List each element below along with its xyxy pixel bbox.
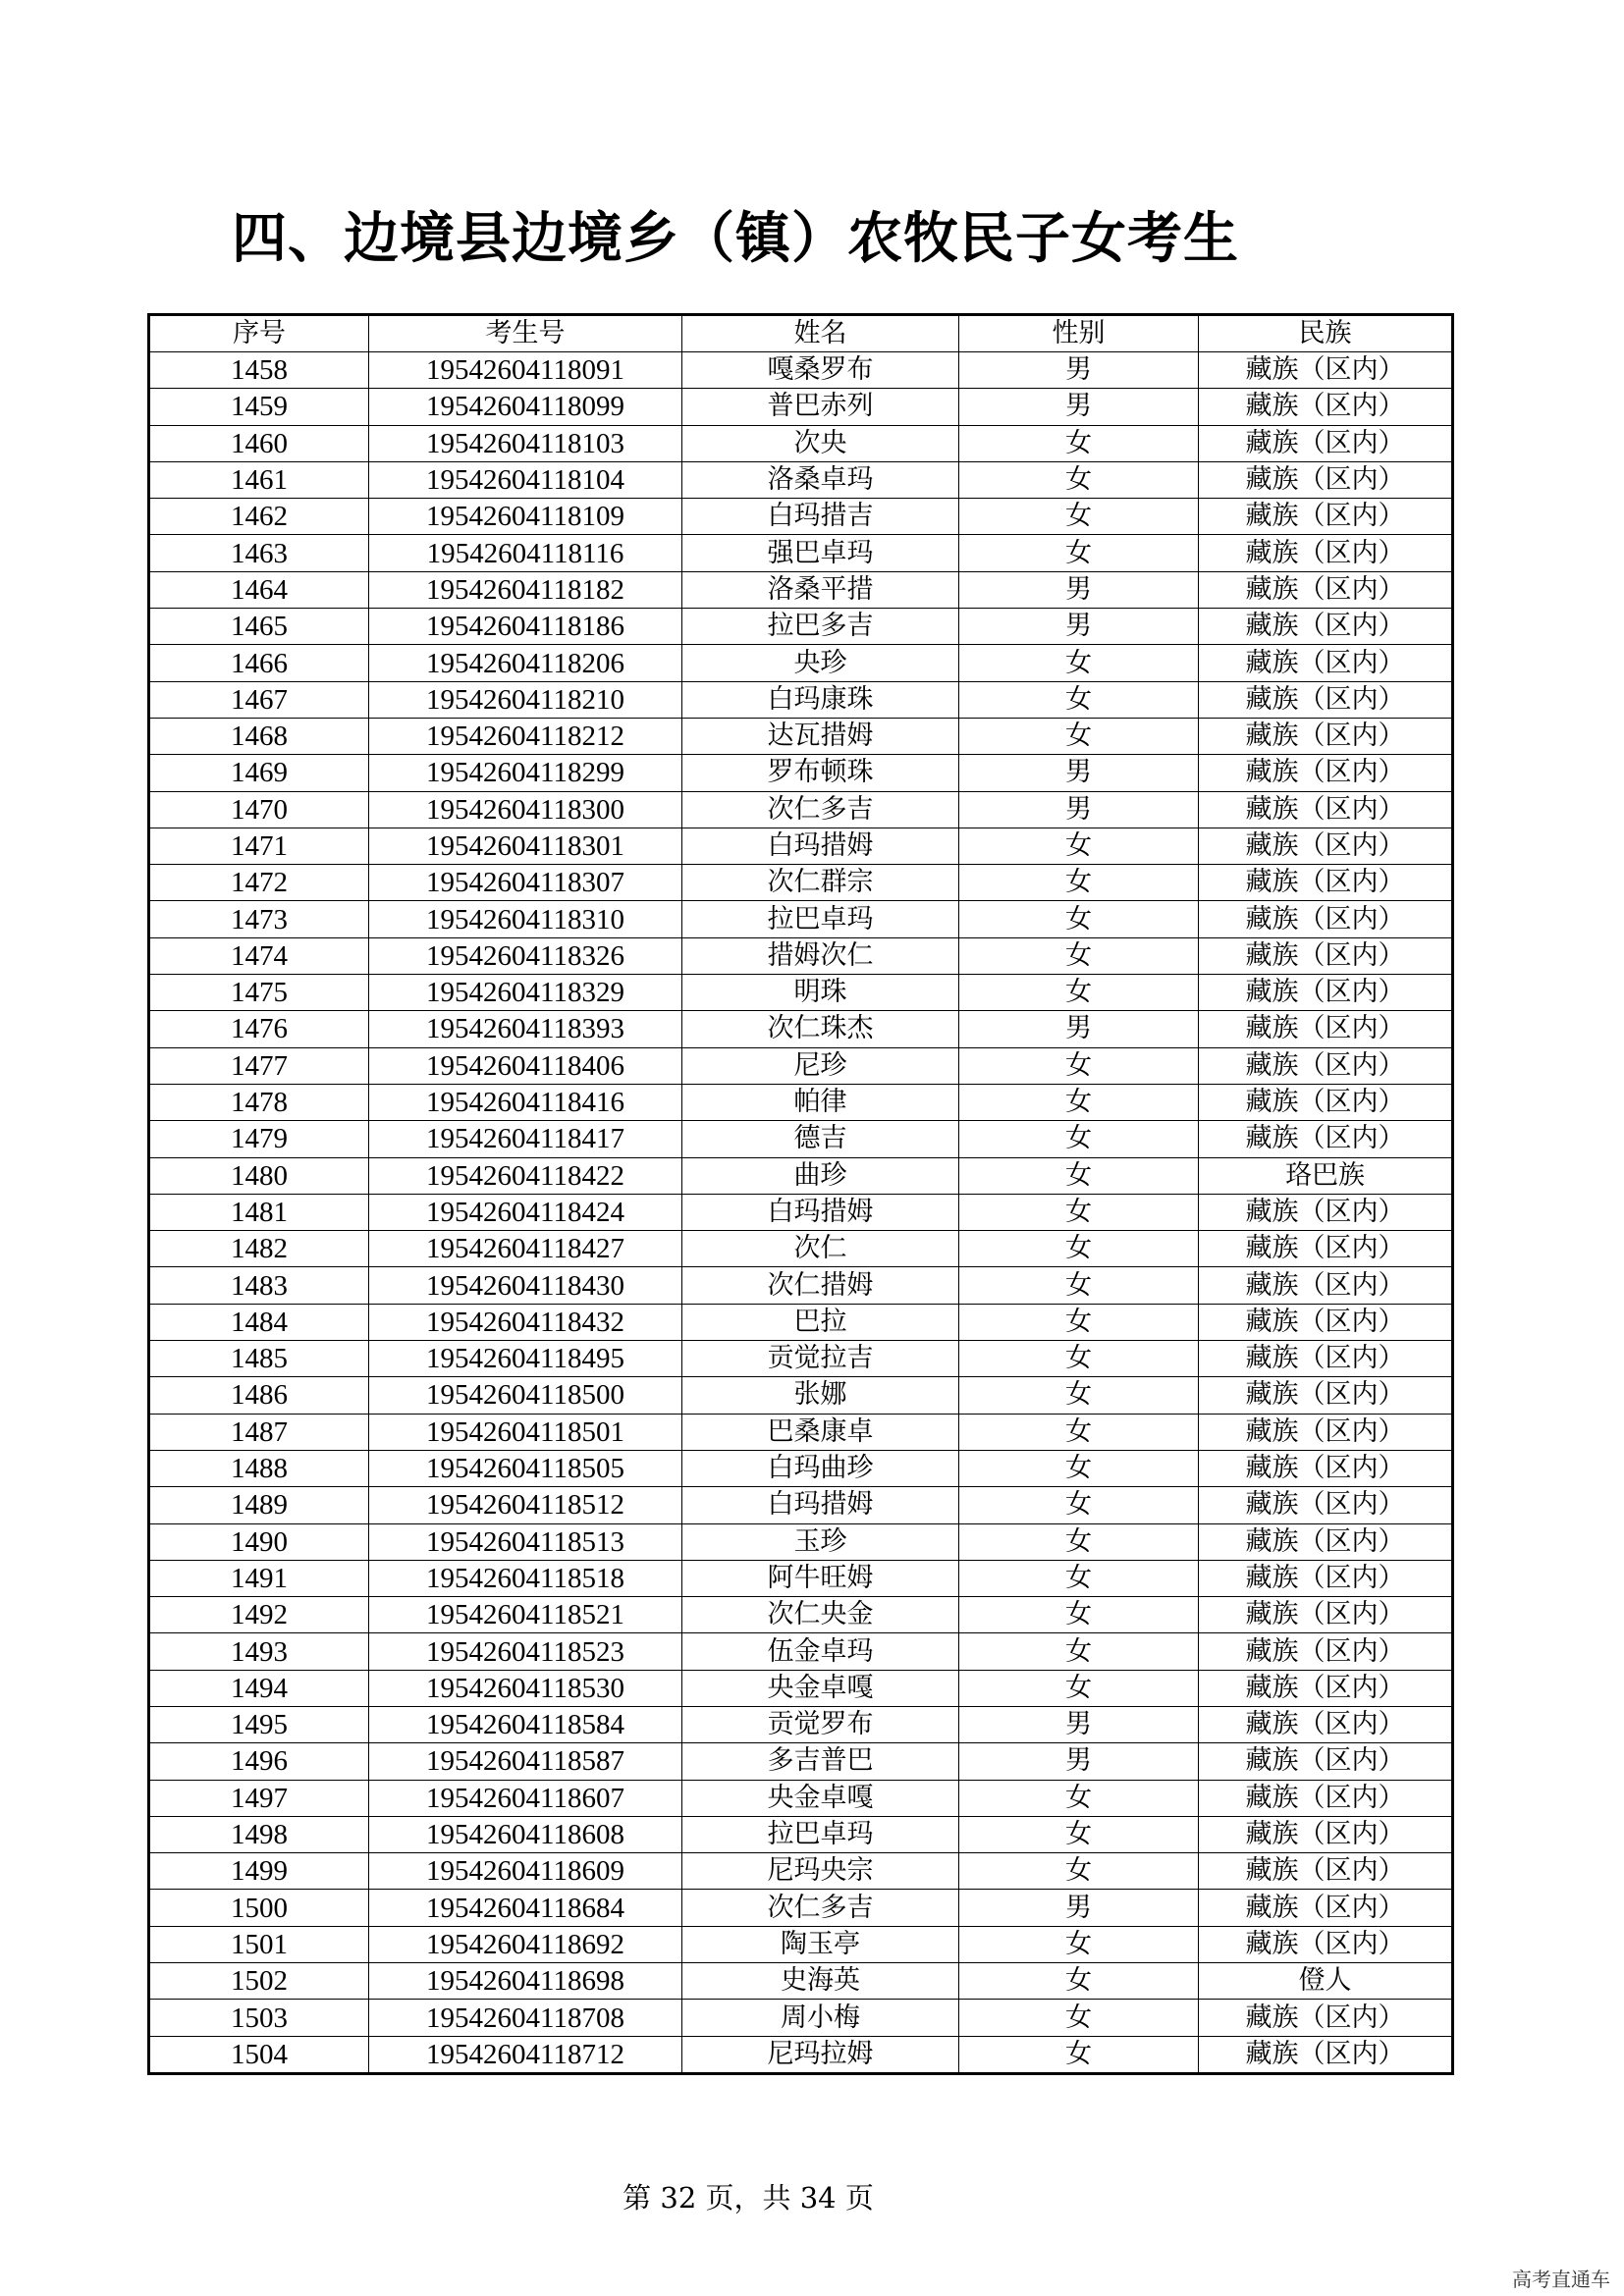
cell-gender: 男 (959, 1890, 1199, 1926)
cell-ethnicity: 藏族（区内） (1199, 1926, 1453, 1962)
cell-seq: 1485 (149, 1341, 369, 1377)
table-row (149, 865, 1453, 901)
cell-ethnicity: 藏族（区内） (1199, 1267, 1453, 1304)
cell-name: 次央 (682, 425, 959, 461)
cell-gender: 女 (959, 1084, 1199, 1120)
cell-exam-number: 19542604118495 (369, 1341, 682, 1377)
cell-exam-number: 19542604118300 (369, 791, 682, 828)
cell-exam-number: 19542604118521 (369, 1597, 682, 1633)
cell-gender: 男 (959, 1743, 1199, 1780)
cell-ethnicity: 藏族（区内） (1199, 1341, 1453, 1377)
cell-exam-number: 19542604118416 (369, 1084, 682, 1120)
cell-seq: 1501 (149, 1926, 369, 1962)
cell-name: 嘎桑罗布 (682, 352, 959, 389)
table-row (149, 1341, 1453, 1377)
cell-gender: 女 (959, 1780, 1199, 1816)
cell-seq: 1497 (149, 1780, 369, 1816)
cell-exam-number: 19542604118206 (369, 645, 682, 681)
cell-seq: 1492 (149, 1597, 369, 1633)
cell-ethnicity: 藏族（区内） (1199, 1450, 1453, 1486)
table-row (149, 499, 1453, 535)
cell-name: 洛桑卓玛 (682, 461, 959, 498)
cell-ethnicity: 藏族（区内） (1199, 2036, 1453, 2073)
table-row (149, 1487, 1453, 1523)
cell-gender: 女 (959, 1963, 1199, 2000)
cell-exam-number: 19542604118393 (369, 1011, 682, 1047)
cell-seq: 1478 (149, 1084, 369, 1120)
cell-gender: 女 (959, 1267, 1199, 1304)
cell-exam-number: 19542604118299 (369, 755, 682, 791)
cell-name: 普巴赤列 (682, 389, 959, 425)
cell-seq: 1487 (149, 1414, 369, 1450)
table-row (149, 1963, 1453, 2000)
table-header (149, 315, 1453, 352)
header-name: 姓名 (682, 315, 959, 352)
cell-exam-number: 19542604118684 (369, 1890, 682, 1926)
cell-name: 曲珍 (682, 1157, 959, 1194)
cell-ethnicity: 藏族（区内） (1199, 1121, 1453, 1157)
cell-seq: 1481 (149, 1194, 369, 1230)
cell-seq: 1465 (149, 609, 369, 645)
table-row (149, 425, 1453, 461)
cell-gender: 男 (959, 1706, 1199, 1742)
cell-exam-number: 19542604118307 (369, 865, 682, 901)
cell-gender: 女 (959, 975, 1199, 1011)
cell-gender: 女 (959, 1926, 1199, 1962)
header-gender: 性别 (959, 315, 1199, 352)
cell-exam-number: 19542604118116 (369, 535, 682, 571)
cell-name: 拉巴卓玛 (682, 901, 959, 937)
cell-seq: 1464 (149, 571, 369, 608)
cell-name: 央金卓嘎 (682, 1670, 959, 1706)
cell-seq: 1469 (149, 755, 369, 791)
cell-ethnicity: 藏族（区内） (1199, 352, 1453, 389)
header-exam-number: 考生号 (369, 315, 682, 352)
cell-seq: 1495 (149, 1706, 369, 1742)
table-row (149, 1633, 1453, 1670)
cell-seq: 1498 (149, 1816, 369, 1852)
cell-gender: 女 (959, 645, 1199, 681)
cell-name: 措姆次仁 (682, 937, 959, 974)
cell-name: 次仁措姆 (682, 1267, 959, 1304)
cell-name: 拉巴卓玛 (682, 1816, 959, 1852)
cell-name: 强巴卓玛 (682, 535, 959, 571)
cell-name: 达瓦措姆 (682, 718, 959, 754)
page-title: 四、边境县边境乡（镇）农牧民子女考生 (232, 207, 1239, 271)
cell-ethnicity: 藏族（区内） (1199, 425, 1453, 461)
cell-gender: 女 (959, 1487, 1199, 1523)
cell-gender: 女 (959, 1670, 1199, 1706)
cell-gender: 女 (959, 937, 1199, 974)
cell-gender: 女 (959, 1633, 1199, 1670)
cell-seq: 1476 (149, 1011, 369, 1047)
cell-seq: 1504 (149, 2036, 369, 2073)
table-row (149, 791, 1453, 828)
cell-ethnicity: 藏族（区内） (1199, 1011, 1453, 1047)
cell-ethnicity: 藏族（区内） (1199, 571, 1453, 608)
cell-gender: 女 (959, 828, 1199, 864)
cell-gender: 女 (959, 1414, 1199, 1450)
cell-exam-number: 19542604118427 (369, 1231, 682, 1267)
cell-ethnicity: 藏族（区内） (1199, 1633, 1453, 1670)
cell-gender: 男 (959, 352, 1199, 389)
cell-ethnicity: 藏族（区内） (1199, 828, 1453, 864)
cell-name: 玉珍 (682, 1523, 959, 1560)
cell-gender: 女 (959, 1194, 1199, 1230)
table-row (149, 1011, 1453, 1047)
cell-seq: 1496 (149, 1743, 369, 1780)
table-row (149, 352, 1453, 389)
cell-exam-number: 19542604118099 (369, 389, 682, 425)
cell-seq: 1458 (149, 352, 369, 389)
table-row (149, 1743, 1453, 1780)
cell-ethnicity: 藏族（区内） (1199, 645, 1453, 681)
cell-gender: 男 (959, 791, 1199, 828)
cell-name: 巴拉 (682, 1304, 959, 1340)
cell-name: 阿牛旺姆 (682, 1560, 959, 1596)
cell-gender: 男 (959, 389, 1199, 425)
header-row (149, 315, 1453, 352)
cell-name: 白玛措姆 (682, 828, 959, 864)
table-row (149, 1926, 1453, 1962)
cell-exam-number: 19542604118513 (369, 1523, 682, 1560)
cell-name: 央金卓嘎 (682, 1780, 959, 1816)
cell-seq: 1483 (149, 1267, 369, 1304)
table-row (149, 1377, 1453, 1414)
cell-seq: 1491 (149, 1560, 369, 1596)
cell-seq: 1489 (149, 1487, 369, 1523)
cell-ethnicity: 藏族（区内） (1199, 1560, 1453, 1596)
cell-ethnicity: 藏族（区内） (1199, 1304, 1453, 1340)
cell-name: 帕律 (682, 1084, 959, 1120)
cell-seq: 1484 (149, 1304, 369, 1340)
table-row (149, 1194, 1453, 1230)
cell-gender: 女 (959, 1816, 1199, 1852)
cell-exam-number: 19542604118708 (369, 2000, 682, 2036)
cell-name: 次仁 (682, 1231, 959, 1267)
cell-exam-number: 19542604118505 (369, 1450, 682, 1486)
cell-ethnicity: 藏族（区内） (1199, 681, 1453, 718)
cell-gender: 女 (959, 535, 1199, 571)
cell-seq: 1466 (149, 645, 369, 681)
cell-exam-number: 19542604118109 (369, 499, 682, 535)
table-row (149, 1121, 1453, 1157)
cell-ethnicity: 藏族（区内） (1199, 1487, 1453, 1523)
table-row (149, 1157, 1453, 1194)
cell-gender: 女 (959, 1157, 1199, 1194)
table-row (149, 1047, 1453, 1084)
cell-name: 白玛康珠 (682, 681, 959, 718)
table-row (149, 1267, 1453, 1304)
table-row (149, 571, 1453, 608)
cell-seq: 1467 (149, 681, 369, 718)
cell-exam-number: 19542604118104 (369, 461, 682, 498)
cell-ethnicity: 藏族（区内） (1199, 461, 1453, 498)
cell-name: 陶玉亭 (682, 1926, 959, 1962)
cell-seq: 1480 (149, 1157, 369, 1194)
cell-name: 尼玛央宗 (682, 1853, 959, 1890)
cell-seq: 1472 (149, 865, 369, 901)
cell-seq: 1488 (149, 1450, 369, 1486)
table-row (149, 755, 1453, 791)
cell-gender: 女 (959, 1597, 1199, 1633)
cell-ethnicity: 藏族（区内） (1199, 609, 1453, 645)
table-row (149, 828, 1453, 864)
cell-seq: 1490 (149, 1523, 369, 1560)
cell-ethnicity: 藏族（区内） (1199, 1743, 1453, 1780)
cell-ethnicity: 藏族（区内） (1199, 718, 1453, 754)
cell-exam-number: 19542604118212 (369, 718, 682, 754)
cell-gender: 女 (959, 865, 1199, 901)
table-row (149, 1304, 1453, 1340)
table-row (149, 2036, 1453, 2073)
cell-seq: 1500 (149, 1890, 369, 1926)
cell-exam-number: 19542604118698 (369, 1963, 682, 2000)
cell-exam-number: 19542604118530 (369, 1670, 682, 1706)
cell-name: 白玛措姆 (682, 1487, 959, 1523)
table-row (149, 1780, 1453, 1816)
table-row (149, 1706, 1453, 1742)
cell-ethnicity: 藏族（区内） (1199, 1231, 1453, 1267)
cell-ethnicity: 珞巴族 (1199, 1157, 1453, 1194)
header-ethnicity: 民族 (1199, 315, 1453, 352)
cell-seq: 1475 (149, 975, 369, 1011)
cell-name: 白玛曲珍 (682, 1450, 959, 1486)
cell-ethnicity: 藏族（区内） (1199, 937, 1453, 974)
cell-ethnicity: 藏族（区内） (1199, 1853, 1453, 1890)
cell-name: 尼玛拉姆 (682, 2036, 959, 2073)
cell-exam-number: 19542604118310 (369, 901, 682, 937)
cell-name: 次仁多吉 (682, 1890, 959, 1926)
cell-name: 明珠 (682, 975, 959, 1011)
cell-exam-number: 19542604118712 (369, 2036, 682, 2073)
cell-seq: 1493 (149, 1633, 369, 1670)
cell-ethnicity: 藏族（区内） (1199, 1194, 1453, 1230)
cell-seq: 1470 (149, 791, 369, 828)
cell-ethnicity: 藏族（区内） (1199, 1523, 1453, 1560)
cell-ethnicity: 藏族（区内） (1199, 1780, 1453, 1816)
cell-exam-number: 19542604118501 (369, 1414, 682, 1450)
cell-name: 洛桑平措 (682, 571, 959, 608)
cell-seq: 1477 (149, 1047, 369, 1084)
cell-name: 史海英 (682, 1963, 959, 2000)
cell-exam-number: 19542604118523 (369, 1633, 682, 1670)
cell-name: 央珍 (682, 645, 959, 681)
table-row (149, 1231, 1453, 1267)
cell-gender: 女 (959, 901, 1199, 937)
table-row (149, 718, 1453, 754)
cell-ethnicity: 藏族（区内） (1199, 1890, 1453, 1926)
table-row (149, 535, 1453, 571)
cell-seq: 1474 (149, 937, 369, 974)
cell-exam-number: 19542604118417 (369, 1121, 682, 1157)
cell-seq: 1462 (149, 499, 369, 535)
table-row (149, 1890, 1453, 1926)
cell-exam-number: 19542604118326 (369, 937, 682, 974)
cell-gender: 女 (959, 2036, 1199, 2073)
cell-ethnicity: 藏族（区内） (1199, 1377, 1453, 1414)
table-row (149, 609, 1453, 645)
table-row (149, 1597, 1453, 1633)
cell-seq: 1482 (149, 1231, 369, 1267)
cell-ethnicity: 藏族（区内） (1199, 1047, 1453, 1084)
cell-name: 张娜 (682, 1377, 959, 1414)
cell-gender: 女 (959, 1560, 1199, 1596)
cell-gender: 女 (959, 1231, 1199, 1267)
cell-ethnicity: 藏族（区内） (1199, 1816, 1453, 1852)
cell-exam-number: 19542604118406 (369, 1047, 682, 1084)
table-row (149, 1816, 1453, 1852)
cell-seq: 1486 (149, 1377, 369, 1414)
cell-seq: 1460 (149, 425, 369, 461)
table-row (149, 1853, 1453, 1890)
cell-gender: 女 (959, 461, 1199, 498)
cell-gender: 女 (959, 718, 1199, 754)
cell-gender: 女 (959, 2000, 1199, 2036)
table-row (149, 461, 1453, 498)
candidate-table (147, 313, 1454, 2075)
cell-name: 巴桑康卓 (682, 1414, 959, 1450)
cell-exam-number: 19542604118210 (369, 681, 682, 718)
cell-exam-number: 19542604118512 (369, 1487, 682, 1523)
table-row (149, 2000, 1453, 2036)
table-row (149, 389, 1453, 425)
table-row (149, 1414, 1453, 1450)
cell-gender: 女 (959, 425, 1199, 461)
cell-exam-number: 19542604118422 (369, 1157, 682, 1194)
cell-name: 周小梅 (682, 2000, 959, 2036)
cell-name: 伍金卓玛 (682, 1633, 959, 1670)
cell-ethnicity: 藏族（区内） (1199, 2000, 1453, 2036)
cell-exam-number: 19542604118103 (369, 425, 682, 461)
cell-seq: 1499 (149, 1853, 369, 1890)
cell-gender: 女 (959, 1523, 1199, 1560)
watermark: 高考直通车 (1512, 2268, 1610, 2291)
cell-exam-number: 19542604118329 (369, 975, 682, 1011)
cell-name: 白玛措姆 (682, 1194, 959, 1230)
cell-ethnicity: 藏族（区内） (1199, 389, 1453, 425)
cell-ethnicity: 藏族（区内） (1199, 1670, 1453, 1706)
cell-exam-number: 19542604118424 (369, 1194, 682, 1230)
cell-ethnicity: 藏族（区内） (1199, 791, 1453, 828)
cell-seq: 1461 (149, 461, 369, 498)
cell-gender: 女 (959, 681, 1199, 718)
cell-exam-number: 19542604118587 (369, 1743, 682, 1780)
cell-seq: 1502 (149, 1963, 369, 2000)
table-row (149, 1523, 1453, 1560)
cell-seq: 1479 (149, 1121, 369, 1157)
cell-ethnicity: 藏族（区内） (1199, 1414, 1453, 1450)
cell-ethnicity: 藏族（区内） (1199, 1597, 1453, 1633)
cell-seq: 1468 (149, 718, 369, 754)
cell-name: 德吉 (682, 1121, 959, 1157)
cell-ethnicity: 藏族（区内） (1199, 499, 1453, 535)
cell-name: 贡觉拉吉 (682, 1341, 959, 1377)
table-row (149, 645, 1453, 681)
cell-seq: 1473 (149, 901, 369, 937)
cell-exam-number: 19542604118182 (369, 571, 682, 608)
table-row (149, 1450, 1453, 1486)
cell-ethnicity: 僜人 (1199, 1963, 1453, 2000)
cell-name: 罗布顿珠 (682, 755, 959, 791)
page-number: 第 32 页，共 34 页 (623, 2181, 874, 2215)
cell-exam-number: 19542604118432 (369, 1304, 682, 1340)
cell-ethnicity: 藏族（区内） (1199, 901, 1453, 937)
table-row (149, 901, 1453, 937)
cell-name: 尼珍 (682, 1047, 959, 1084)
table-row (149, 681, 1453, 718)
cell-name: 拉巴多吉 (682, 609, 959, 645)
cell-ethnicity: 藏族（区内） (1199, 975, 1453, 1011)
cell-name: 多吉普巴 (682, 1743, 959, 1780)
cell-gender: 男 (959, 755, 1199, 791)
cell-gender: 女 (959, 1047, 1199, 1084)
cell-seq: 1459 (149, 389, 369, 425)
cell-exam-number: 19542604118091 (369, 352, 682, 389)
cell-gender: 女 (959, 499, 1199, 535)
cell-gender: 女 (959, 1304, 1199, 1340)
cell-exam-number: 19542604118584 (369, 1706, 682, 1742)
cell-gender: 男 (959, 609, 1199, 645)
cell-ethnicity: 藏族（区内） (1199, 865, 1453, 901)
cell-seq: 1494 (149, 1670, 369, 1706)
cell-ethnicity: 藏族（区内） (1199, 535, 1453, 571)
table-row (149, 1670, 1453, 1706)
table-row (149, 975, 1453, 1011)
cell-name: 次仁多吉 (682, 791, 959, 828)
cell-name: 次仁群宗 (682, 865, 959, 901)
cell-exam-number: 19542604118609 (369, 1853, 682, 1890)
cell-name: 次仁珠杰 (682, 1011, 959, 1047)
cell-gender: 女 (959, 1341, 1199, 1377)
table-row (149, 1084, 1453, 1120)
cell-exam-number: 19542604118301 (369, 828, 682, 864)
cell-seq: 1503 (149, 2000, 369, 2036)
cell-gender: 女 (959, 1450, 1199, 1486)
cell-ethnicity: 藏族（区内） (1199, 1084, 1453, 1120)
cell-gender: 女 (959, 1377, 1199, 1414)
table-body (149, 352, 1453, 2074)
cell-exam-number: 19542604118500 (369, 1377, 682, 1414)
table-row (149, 1560, 1453, 1596)
cell-seq: 1471 (149, 828, 369, 864)
table-row (149, 937, 1453, 974)
cell-exam-number: 19542604118518 (369, 1560, 682, 1596)
cell-exam-number: 19542604118608 (369, 1816, 682, 1852)
cell-exam-number: 19542604118186 (369, 609, 682, 645)
header-seq: 序号 (149, 315, 369, 352)
cell-ethnicity: 藏族（区内） (1199, 755, 1453, 791)
cell-exam-number: 19542604118607 (369, 1780, 682, 1816)
cell-gender: 男 (959, 1011, 1199, 1047)
cell-gender: 女 (959, 1853, 1199, 1890)
cell-name: 白玛措吉 (682, 499, 959, 535)
cell-gender: 女 (959, 1121, 1199, 1157)
cell-name: 贡觉罗布 (682, 1706, 959, 1742)
cell-ethnicity: 藏族（区内） (1199, 1706, 1453, 1742)
cell-gender: 男 (959, 571, 1199, 608)
cell-name: 次仁央金 (682, 1597, 959, 1633)
cell-seq: 1463 (149, 535, 369, 571)
cell-exam-number: 19542604118692 (369, 1926, 682, 1962)
cell-exam-number: 19542604118430 (369, 1267, 682, 1304)
